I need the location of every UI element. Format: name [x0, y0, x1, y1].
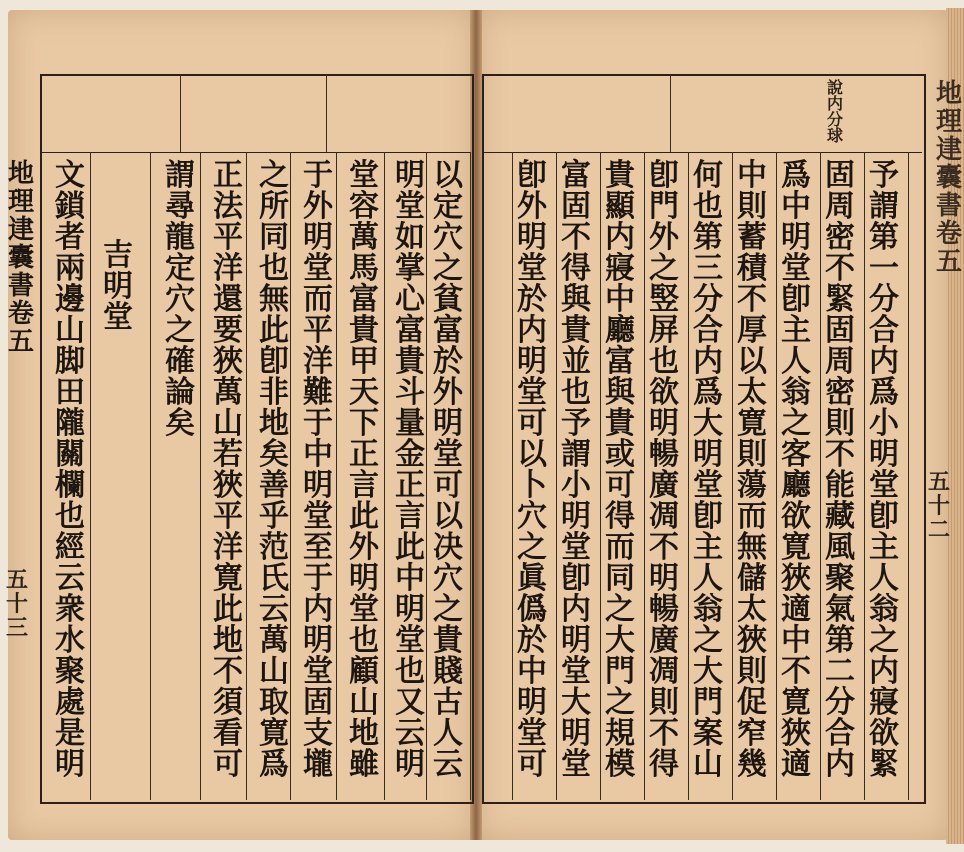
right-column-text: 予謂第一分合内爲小明堂卽主人翁之内寢欲緊 — [869, 158, 899, 782]
right-column-rule — [776, 152, 777, 800]
right-column-rule — [556, 152, 557, 800]
left-column-text: 文鎖者兩邊山脚田隴關欄也經云衆水聚處是明 — [55, 158, 85, 782]
left-column-8 — [100, 240, 136, 333]
right-header-rule — [482, 152, 922, 153]
right-page-number: 五十二 — [927, 469, 950, 543]
left-column-text: 以定穴之貧富於外明堂可以决穴之貴賤古人云 — [433, 158, 463, 782]
right-column-rule — [644, 152, 645, 800]
right-column-7 — [602, 160, 638, 780]
right-column-6 — [646, 160, 682, 780]
right-column-3 — [778, 160, 814, 780]
right-column-rule — [908, 152, 909, 800]
left-column-rule — [384, 152, 385, 800]
right-column-text: 何也第三分合内爲大明堂卽主人翁之大門案山 — [693, 158, 723, 782]
right-column-4 — [734, 160, 770, 780]
left-column-6 — [210, 160, 246, 780]
left-page-number: 五十三 — [5, 567, 28, 641]
right-column-text: 貴顯内寢中廳富與貴或可得而同之大門之規模 — [605, 158, 635, 782]
right-column-8 — [558, 160, 594, 780]
header-note: 說内分球 — [826, 78, 843, 145]
right-column-rule — [688, 152, 689, 800]
left-margin-title: 地理䢖囊書卷五 — [7, 159, 34, 357]
left-header-column-rule — [180, 74, 181, 152]
right-header-column-rule — [670, 74, 671, 152]
right-column-rule — [732, 152, 733, 800]
left-column-rule — [90, 152, 91, 800]
left-column-text: 堂容萬馬富貴甲天下正言此外明堂也顧山地雖 — [349, 158, 379, 782]
right-column-rule — [512, 152, 513, 800]
left-column-rule — [246, 152, 247, 800]
left-column-3 — [346, 160, 382, 780]
right-column-rule — [820, 152, 821, 800]
left-column-9 — [52, 160, 88, 780]
right-column-rule — [600, 152, 601, 800]
left-column-rule — [336, 152, 337, 800]
left-column-text: 明堂如掌心富貴斗量金正言此中明堂也又云明 — [395, 158, 425, 782]
left-column-rule — [200, 152, 201, 800]
right-column-1 — [866, 160, 902, 780]
left-column-text: 之所同也無此卽非地矣善乎范氏云萬山取寛爲 — [259, 158, 289, 782]
left-column-text: 于外明堂而平洋難于中明堂至于内明堂固支壠 — [303, 158, 333, 782]
left-header-rule — [40, 152, 470, 153]
right-margin-title: 地理䢖囊書卷五 — [935, 79, 962, 277]
left-column-text: 謂尋龍定穴之確論矣 — [165, 158, 195, 441]
right-column-text: 中則蓄積不厚以太寛則蕩而無儲太狹則促窄幾 — [737, 158, 767, 782]
left-column-7 — [162, 160, 198, 439]
right-column-text: 卽門外之竪屏也欲明暢廣凋不明暢廣凋則不得 — [649, 158, 679, 782]
right-column-text: 爲中明堂卽主人翁之客廳欲寛狹適中不寛狹適 — [781, 158, 811, 782]
left-column-text: 正法平洋還要狹萬山若狹平洋寛此地不須看可 — [213, 158, 243, 782]
left-header-column-rule — [326, 74, 327, 152]
left-column-rule — [150, 152, 151, 800]
right-column-text: 固周密不緊固周密則不能藏風聚氣第二分合内 — [825, 158, 855, 782]
left-column-2 — [392, 160, 428, 780]
right-column-5 — [690, 160, 726, 780]
right-column-text: 卽外明堂於内明堂可以卜穴之眞僞於中明堂可 — [517, 158, 547, 782]
left-column-4 — [300, 160, 336, 780]
right-column-rule — [864, 152, 865, 800]
left-column-rule — [470, 152, 471, 800]
left-column-text: 吉明堂 — [103, 238, 133, 335]
right-column-2 — [822, 160, 858, 780]
right-column-9 — [514, 160, 550, 780]
right-column-text: 富固不得與貴並也予謂小明堂卽内明堂大明堂 — [561, 158, 591, 782]
left-column-1 — [430, 160, 466, 780]
left-column-5 — [256, 160, 292, 780]
